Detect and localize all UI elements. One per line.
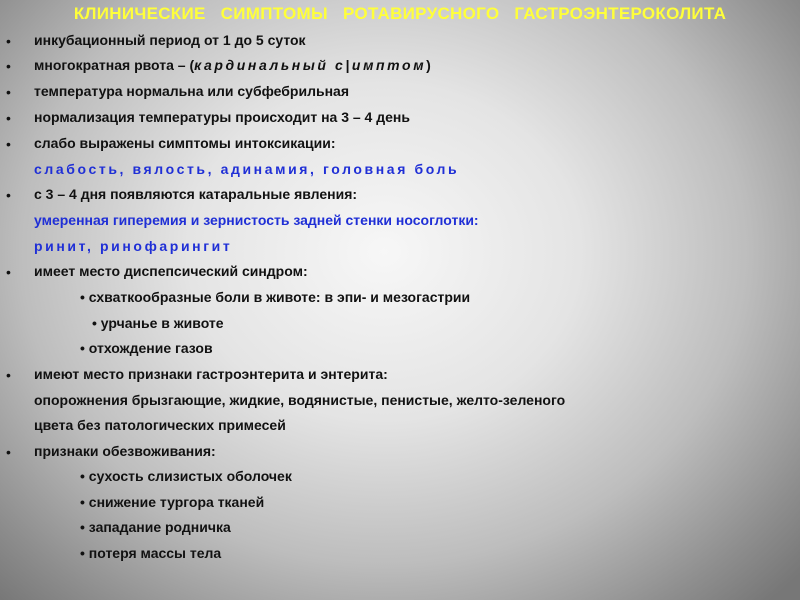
weight-loss-item: • потеря массы тела <box>80 545 222 561</box>
dyspeptic-line: имеет место диспепсический синдром: <box>34 263 308 279</box>
bullet: • <box>6 33 11 49</box>
bullet: • <box>6 264 11 280</box>
bullet: • <box>6 367 11 383</box>
slide-title: КЛИНИЧЕСКИЕ СИМПТОМЫ РОТАВИРУСНОГО ГАСТРОЭНТЕРОКОЛИТА <box>73 4 727 23</box>
bullet: • <box>6 444 11 460</box>
bullet: • <box>6 136 11 152</box>
turgor-item: • снижение тургора тканей <box>80 494 265 510</box>
bullet: • <box>6 58 11 74</box>
intoxication-line: слабо выражены симптомы интоксикации: <box>34 135 336 151</box>
cardinal-symptom-text: кардинальный с|имптом <box>194 57 427 73</box>
temperature-normalization-line: нормализация температуры происходит на 3 – 4 день <box>34 109 410 125</box>
stool-line-cont: цвета без патологических примесей <box>34 417 286 433</box>
catarrhal-line: с 3 – 4 дня появляются катаральные явления: <box>34 186 358 202</box>
vomiting-close-paren: ) <box>426 57 431 73</box>
dry-mucosa-item: • сухость слизистых оболочек <box>80 468 292 484</box>
fontanelle-item: • западание родничка <box>80 519 231 535</box>
temperature-line: температура нормальна или субфебрильная <box>34 83 349 99</box>
gastroenteritis-line: имеют место признаки гастроэнтерита и энтерита: <box>34 366 388 382</box>
stool-line: опорожнения брызгающие, жидкие, водянистые, пенистые, желто-зеленого <box>34 392 566 408</box>
incubation-line: инкубационный период от 1 до 5 суток <box>34 32 306 48</box>
rumbling-item: • урчанье в животе <box>92 315 224 331</box>
vomiting-text: многократная рвота – ( <box>34 57 195 73</box>
hyperemia-line: умеренная гиперемия и зернистость задней стенки носоглотки: <box>34 212 479 228</box>
dehydration-line: признаки обезвоживания: <box>34 443 216 459</box>
bullet: • <box>6 110 11 126</box>
rhinitis-line: ринит, ринофарингит <box>34 238 233 254</box>
abdominal-pain-item: • схваткообразные боли в животе: в эпи- и мезогастрии <box>80 289 471 305</box>
gas-item: • отхождение газов <box>80 340 213 356</box>
bullet: • <box>6 187 11 203</box>
bullet: • <box>6 84 11 100</box>
intoxication-symptoms: слабость, вялость, адинамия, головная боль <box>34 161 460 177</box>
vomiting-line <box>34 57 431 73</box>
